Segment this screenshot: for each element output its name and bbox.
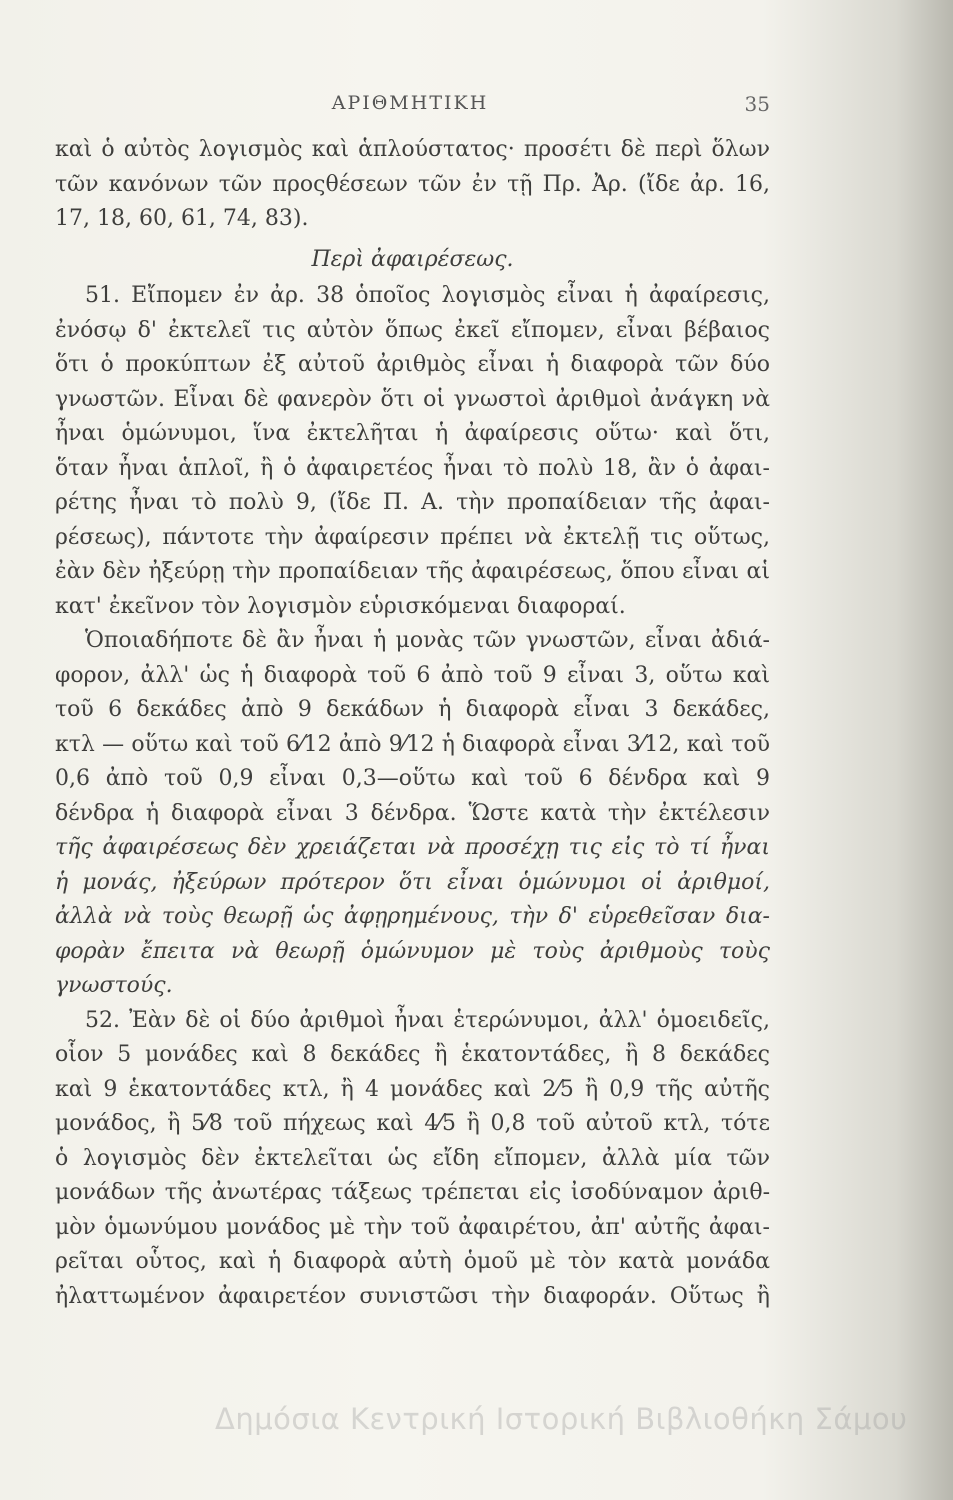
text-line: γνωστῶν. Εἶναι δὲ φανερὸν ὅτι οἱ γνωστοὶ ἀριθμοὶ ἀνάγκη νὰ: [55, 386, 770, 412]
text-line: καὶ ὁ αὐτὸς λογισμὸς καὶ ἁπλούστατος· προσέτι δὲ περὶ ὅλων: [55, 137, 770, 162]
text-line: δένδρα ἡ διαφορὰ εἶναι 3 δένδρα. Ὥστε κατὰ τὴν ἐκτέλεσιν: [55, 800, 770, 826]
text-line: ὅταν ἦναι ἁπλοῖ, ἢ ὁ ἀφαιρετέος ἦναι τὸ πολὺ 18, ἂν ὁ ἀφαι-: [55, 455, 770, 481]
text-line: κτλ — οὕτω καὶ τοῦ 6⁄12 ἀπὸ 9⁄12 ἡ διαφορὰ εἶναι 3⁄12, καὶ τοῦ: [55, 731, 770, 757]
text-line: 51. Εἴπομεν ἐν ἀρ. 38 ὁποῖος λογισμὸς εἶναι ἡ ἀφαίρεσις,: [85, 283, 770, 308]
text-line: κατ' ἐκεῖνον τὸν λογισμὸν εὑρισκόμεναι διαφοραί.: [55, 593, 626, 619]
text-line: τοῦ 6 δεκάδες ἀπὸ 9 δεκάδων ἡ διαφορὰ εἶναι 3 δεκάδες,: [55, 697, 770, 722]
intro-paragraph: [55, 133, 770, 237]
italic-text-line: τῆς ἀφαιρέσεως δὲν χρειάζεται νὰ προσέχῃ τις εἰς τὸ τί ἦναι: [55, 835, 770, 860]
paragraph-51-continued: [55, 624, 770, 1004]
italic-text-line: ἀλλὰ νὰ τοὺς θεωρῇ ὡς ἀφῃρημένους, τὴν δ' εὑρεθεῖσαν δια-: [55, 904, 770, 929]
text-line: 17, 18, 60, 61, 74, 83).: [55, 206, 309, 231]
text-line: ὁ λογισμὸς δὲν ἐκτελεῖται ὡς εἴδη εἴπομεν, ἀλλὰ μία τῶν: [55, 1145, 770, 1171]
text-line: 52. Ἐὰν δὲ οἱ δύο ἀριθμοὶ ἦναι ἑτερώνυμοι, ἀλλ' ὁμοειδεῖς,: [85, 1007, 770, 1033]
text-line: ρέσεως), πάντοτε τὴν ἀφαίρεσιν πρέπει νὰ ἐκτελῇ τις οὕτως,: [55, 524, 770, 550]
section-heading: Περὶ ἀφαιρέσεως.: [311, 246, 514, 272]
text-line: τῶν κανόνων τῶν προςθέσεων τῶν ἐν τῇ Πρ. Ἀρ. (ἴδε ἀρ. 16,: [55, 171, 770, 197]
text-line: μὸν ὁμωνύμου μονάδος μὲ τὴν τοῦ ἀφαιρέτου, ἀπ' αὐτῆς ἀφαι-: [55, 1214, 770, 1240]
library-watermark: Δημόσια Κεντρική Ιστορική Βιβλιοθήκη Σάμου: [215, 1402, 908, 1436]
page-number: 35: [744, 92, 770, 116]
text-line: οἷον 5 μονάδες καὶ 8 δεκάδες ἢ ἑκατοντάδες, ἢ 8 δεκάδες: [55, 1042, 770, 1067]
text-line: ἦναι ὁμώνυμοι, ἵνα ἐκτελῆται ἡ ἀφαίρεσις οὕτω· καὶ ὅτι,: [55, 421, 770, 446]
text-line: ρέτης ἦναι τὸ πολὺ 9, (ἴδε Π. Α. τὴν προπαίδειαν τῆς ἀφαι-: [55, 490, 770, 515]
text-line: ἐὰν δὲν ἠξεύρῃ τὴν προπαίδειαν τῆς ἀφαιρέσεως, ὅπου εἶναι αἱ: [55, 559, 770, 584]
text-line: ἐνόσῳ δ' ἐκτελεῖ τις αὐτὸν ὅπως ἐκεῖ εἴπομεν, εἶναι βέβαιος: [55, 317, 770, 343]
body-text: [55, 133, 770, 1314]
text-line: Ὁποιαδήποτε δὲ ἂν ἦναι ἡ μονὰς τῶν γνωστῶν, εἶναι ἀδιά-: [85, 628, 770, 653]
text-line: ρεῖται οὗτος, καὶ ἡ διαφορὰ αὐτὴ ὁμοῦ μὲ τὸν κατὰ μονάδα: [55, 1249, 770, 1274]
running-header: [50, 92, 770, 122]
italic-text-line: φορὰν ἔπειτα νὰ θεωρῇ ὁμώνυμον μὲ τοὺς ἀριθμοὺς τοὺς: [55, 938, 770, 964]
text-line: μονάδος, ἢ 5⁄8 τοῦ πήχεως καὶ 4⁄5 ἢ 0,8 τοῦ αὐτοῦ κτλ, τότε: [55, 1111, 770, 1136]
paragraph-52: [55, 1004, 770, 1315]
text-line: μονάδων τῆς ἀνωτέρας τάξεως τρέπεται εἰς ἰσοδύναμον ἀριθ-: [55, 1180, 770, 1205]
text-line: 0,6 ἀπὸ τοῦ 0,9 εἶναι 0,3—οὕτω καὶ τοῦ 6 δένδρα καὶ 9: [55, 766, 770, 791]
text-line: καὶ 9 ἑκατοντάδες κτλ, ἢ 4 μονάδες καὶ 2⁄5 ἢ 0,9 τῆς αὐτῆς: [55, 1076, 770, 1102]
running-title: ΑΡΙΘΜΗΤΙΚΗ: [331, 92, 489, 114]
italic-text-line: ἡ μονάς, ἠξεύρων πρότερον ὅτι εἶναι ὁμώνυμοι οἱ ἀριθμοί,: [55, 869, 770, 895]
text-line: ἠλαττωμένον ἀφαιρετέον συνιστῶσι τὴν διαφοράν. Οὕτως ἢ: [55, 1283, 770, 1309]
paragraph-51: [55, 279, 770, 624]
text-line: φορον, ἀλλ' ὡς ἡ διαφορὰ τοῦ 6 ἀπὸ τοῦ 9 εἶναι 3, οὕτω καὶ: [55, 662, 770, 688]
text-line: ὅτι ὁ προκύπτων ἐξ αὐτοῦ ἀριθμὸς εἶναι ἡ διαφορὰ τῶν δύο: [55, 352, 770, 377]
italic-text-line: γνωστούς.: [55, 973, 173, 998]
